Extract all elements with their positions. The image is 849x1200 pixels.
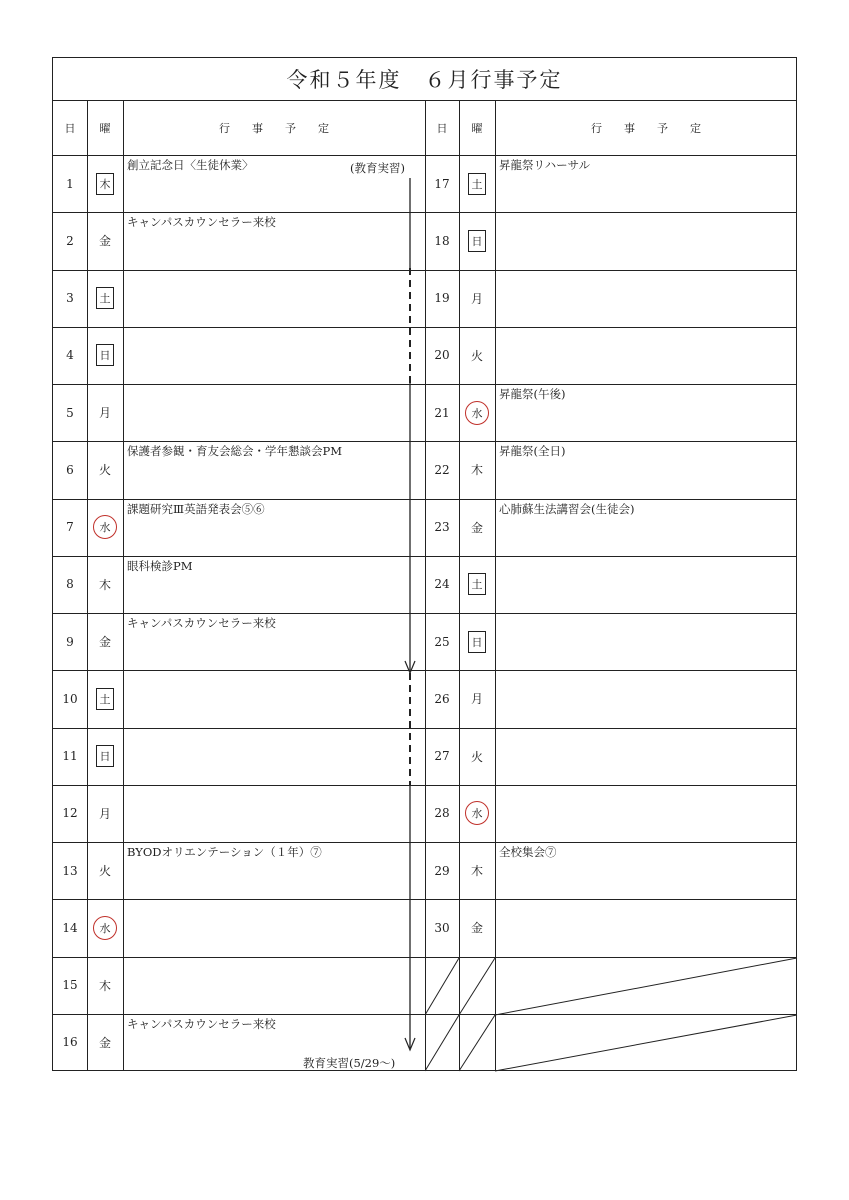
weekday-label: 金 — [98, 234, 111, 249]
weekday-label: 木 — [470, 463, 483, 478]
weekday-circle: 水 — [93, 916, 117, 940]
event-text: 創立記念日〈生徒休業〉 — [127, 158, 254, 172]
page-title: 令和５年度 ６月行事予定 — [53, 58, 796, 101]
strike-day-2 — [425, 1015, 459, 1071]
event-text: キャンパスカウンセラー来校 — [127, 616, 276, 630]
day-number: 26 — [434, 691, 450, 706]
day-number: 17 — [434, 176, 450, 191]
day-number: 30 — [434, 920, 450, 935]
event-text: キャンパスカウンセラー来校 — [127, 215, 276, 230]
day-number: 3 — [66, 291, 74, 306]
day-number: 1 — [66, 176, 74, 191]
day-number: 13 — [62, 863, 78, 878]
day-number: 5 — [66, 405, 74, 420]
day-number: 19 — [434, 291, 450, 306]
day-number: 20 — [434, 348, 450, 363]
weekday-label: 火 — [98, 463, 111, 478]
weekday-label: 月 — [470, 291, 483, 306]
weekday-label: 木 — [98, 577, 111, 592]
day-number: 2 — [66, 233, 74, 248]
day-number: 10 — [62, 691, 78, 706]
day-number: 7 — [66, 520, 74, 535]
weekday-label: 金 — [470, 921, 483, 936]
event-text: 全校集会⑦ — [499, 845, 557, 859]
header-weekday-left: 曜 — [99, 122, 111, 135]
schedule-sheet — [52, 57, 797, 1071]
table-marks — [53, 58, 798, 1072]
day-number: 12 — [62, 806, 78, 821]
weekday-box: 日 — [468, 230, 486, 252]
training-label-bottom: 教育実習(5/29～) — [303, 1056, 396, 1070]
day-number: 14 — [62, 920, 78, 935]
weekday-label: 金 — [98, 1035, 111, 1050]
weekday-box: 木 — [96, 173, 114, 195]
weekday-box: 土 — [468, 173, 486, 195]
day-number: 29 — [434, 863, 450, 878]
weekday-box: 日 — [468, 631, 486, 653]
day-number: 6 — [66, 462, 74, 477]
day-number: 27 — [434, 749, 450, 764]
strike-events-1 — [495, 958, 797, 1015]
day-number: 18 — [434, 233, 450, 248]
day-number: 11 — [62, 749, 78, 764]
weekday-circle: 水 — [93, 515, 117, 539]
weekday-label: 月 — [98, 406, 111, 421]
day-number: 23 — [434, 520, 450, 535]
event-text: 心肺蘇生法講習会(生徒会) — [499, 501, 635, 516]
header-events-left: 行 事 予 定 — [219, 122, 329, 135]
weekday-box: 日 — [96, 344, 114, 366]
strike-day-1 — [425, 958, 459, 1015]
weekday-circle: 水 — [465, 401, 489, 425]
weekday-circle: 水 — [465, 801, 489, 825]
event-text: 昇龍祭(全日) — [499, 444, 566, 459]
event-text: 昇龍祭(午後) — [499, 387, 566, 401]
event-text: 保護者参観・育友会総会・学年懇談会PM — [127, 444, 343, 459]
weekday-label: 月 — [470, 692, 483, 707]
day-number: 16 — [62, 1035, 78, 1050]
day-number: 28 — [434, 806, 450, 821]
event-text: 眼科検診PM — [127, 558, 193, 573]
day-number: 21 — [434, 405, 450, 420]
weekday-label: 火 — [470, 749, 483, 764]
weekday-box: 土 — [468, 573, 486, 595]
strike-weekday-1 — [459, 958, 495, 1015]
training-label-top: (教育実習) — [350, 161, 405, 175]
day-number: 4 — [66, 348, 74, 363]
event-text: 課題研究Ⅲ英語発表会⑤⑥ — [127, 501, 265, 516]
weekday-label: 火 — [98, 864, 111, 879]
weekday-box: 土 — [96, 688, 114, 710]
event-text: 昇龍祭リハーサル — [499, 158, 591, 172]
weekday-label: 金 — [470, 520, 483, 535]
header-day-right: 日 — [436, 122, 448, 135]
weekday-label: 金 — [98, 635, 111, 650]
weekday-box: 土 — [96, 287, 114, 309]
day-number: 9 — [66, 634, 74, 649]
day-number: 15 — [62, 978, 78, 993]
day-number: 22 — [434, 462, 450, 477]
header-day-left: 日 — [64, 122, 76, 135]
header-events-right: 行 事 予 定 — [591, 122, 701, 135]
day-number: 24 — [434, 577, 450, 592]
day-number: 8 — [66, 577, 74, 592]
strike-events-2 — [495, 1015, 797, 1071]
weekday-label: 月 — [98, 806, 111, 821]
day-number: 25 — [434, 634, 450, 649]
weekday-label: 木 — [98, 978, 111, 993]
weekday-label: 木 — [470, 864, 483, 879]
weekday-label: 火 — [470, 348, 483, 363]
event-text: キャンパスカウンセラー来校 — [127, 1016, 276, 1031]
header-weekday-right: 曜 — [471, 122, 483, 135]
weekday-box: 日 — [96, 745, 114, 767]
strike-weekday-2 — [459, 1015, 495, 1071]
event-text: BYODオリエンテーション（１年）⑦ — [127, 845, 322, 859]
